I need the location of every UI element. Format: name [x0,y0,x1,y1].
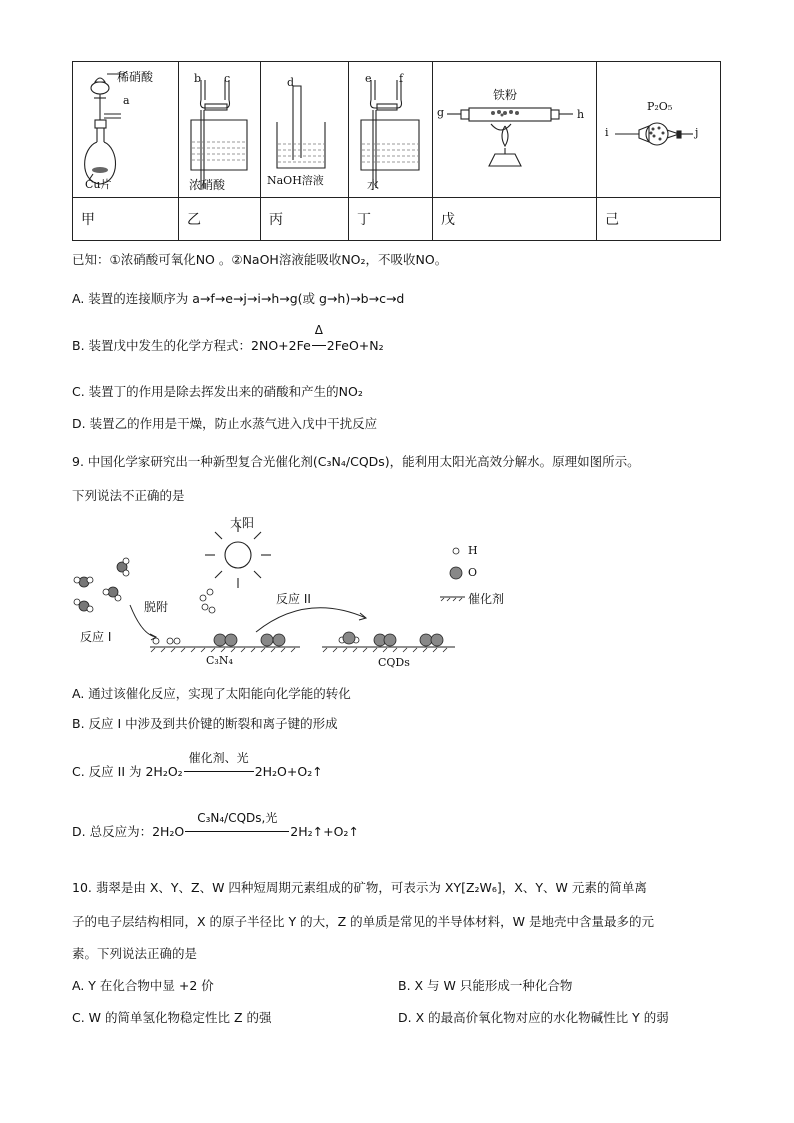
drying-tube-drawing [597,62,721,197]
legend-catalyst-label: 催化剂 [468,592,505,606]
q10-stem-line2: 子的电子层结构相同，X 的原子半径比 Y 的大，Z 的单质是常见的半导体材料，W 是地壳中含量最多的元 [72,914,654,929]
name-bing: 丙 [261,198,349,241]
q8-b-text: B. 装置戊中发生的化学方程式：2NO+2Fe [72,338,311,353]
q9-c-product: 2H₂O+O₂↑ [254,764,323,779]
q8-option-c: C. 装置丁的作用是除去挥发出来的硝酸和产生的NO₂ [72,384,363,399]
q9-option-c [72,751,323,780]
port-b-label: b [194,72,202,85]
q8-option-b [72,323,384,354]
reaction2-label: 反应 II [276,592,311,606]
p2o5-label: P₂O₅ [647,100,673,113]
q9-d-condition: C₃N₄/CQDs,光 [184,824,290,839]
q9-option-a: A. 通过该催化反应，实现了太阳能向化学能的转化 [72,686,351,701]
port-g-label: g [437,106,445,119]
desorb-label: 脱附 [144,600,169,614]
conc-nitric-label: 浓硝酸 [189,178,226,192]
apparatus-bing-cell [261,62,349,198]
q8-option-a: A. 装置的连接顺序为 a→f→e→j→i→h→g(或 g→h)→b→c→d [72,291,405,306]
apparatus-yi-cell [179,62,261,198]
iron-powder-label: 铁粉 [493,88,518,102]
port-a-label: a [123,94,130,107]
naoh-label: NaOH溶液 [267,174,324,187]
tube-furnace-drawing [433,62,597,197]
q8-b-condition: Δ [311,338,327,353]
q8-option-d: D. 装置乙的作用是干燥，防止水蒸气进入戊中干扰反应 [72,416,378,431]
cqds-label: CQDs [378,656,410,669]
legend-o-label: O [468,566,478,579]
q10-option-a: A. Y 在化合物中显 +2 价 [72,978,214,993]
port-h-label: h [577,108,585,121]
q10-stem-line3: 素。下列说法正确的是 [72,946,198,961]
q10-option-b: B. X 与 W 只能形成一种化合物 [398,978,573,993]
flask-content-label: Cu片 [85,178,112,191]
q9-option-d [72,811,359,840]
q9-c-condition: 催化剂、光 [183,764,255,779]
name-jia: 甲 [73,198,179,241]
port-i-label: i [605,126,609,139]
port-d-label: d [287,76,295,89]
port-e-label: e [365,72,372,85]
q9-d-text: D. 总反应为：2H₂O [72,824,185,839]
apparatus-ding-cell [349,62,433,198]
port-f-label: f [399,72,404,85]
q9-stem-line1: 9. 中国化学家研究出一种新型复合光催化剂(C₃N₄/CQDs)，能利用太阳光高效分解水。原理如图所示。 [72,454,640,469]
q9-stem-line2: 下列说法不正确的是 [72,488,185,503]
q10-stem-line1: 10. 翡翠是由 X、Y、Z、W 四种短周期元素组成的矿物，可表示为 XY[Z₂W₆]，X、Y、W 元素的简单离 [72,880,647,895]
reaction1-label: 反应 I [80,630,112,644]
water-label: 水 [367,178,380,192]
apparatus-jia-cell [73,62,179,198]
sun-label: 太阳 [230,516,255,530]
q9-option-b: B. 反应 I 中涉及到共价键的断裂和离子键的形成 [72,716,338,731]
q10-option-d: D. X 的最高价氧化物对应的水化物碱性比 Y 的弱 [398,1010,669,1025]
funnel-label: 稀硝酸 [117,70,154,84]
name-yi: 乙 [179,198,261,241]
q10-option-c: C. W 的简单氢化物稳定性比 Z 的强 [72,1010,272,1025]
port-c-label: c [224,72,231,85]
c3n4-label: C₃N₄ [206,654,233,667]
name-wu: 戊 [433,198,597,241]
apparatus-wu-cell [433,62,597,198]
apparatus-table [72,61,721,241]
legend-h-label: H [468,544,478,557]
q9-figure [60,510,520,675]
q8-known: 已知：①浓硝酸可氧化NO 。②NaOH溶液能吸收NO₂，不吸收NO。 [72,252,448,267]
q8-b-product: 2FeO+N₂ [326,338,384,353]
apparatus-ji-cell [597,62,721,198]
name-ji: 己 [597,198,721,241]
water-bottle-drawing [349,62,433,197]
name-ding: 丁 [349,198,433,241]
port-j-label: j [695,126,699,139]
q9-d-product: 2H₂↑+O₂↑ [290,824,359,839]
q9-c-text: C. 反应 II 为 2H₂O₂ [72,764,183,779]
